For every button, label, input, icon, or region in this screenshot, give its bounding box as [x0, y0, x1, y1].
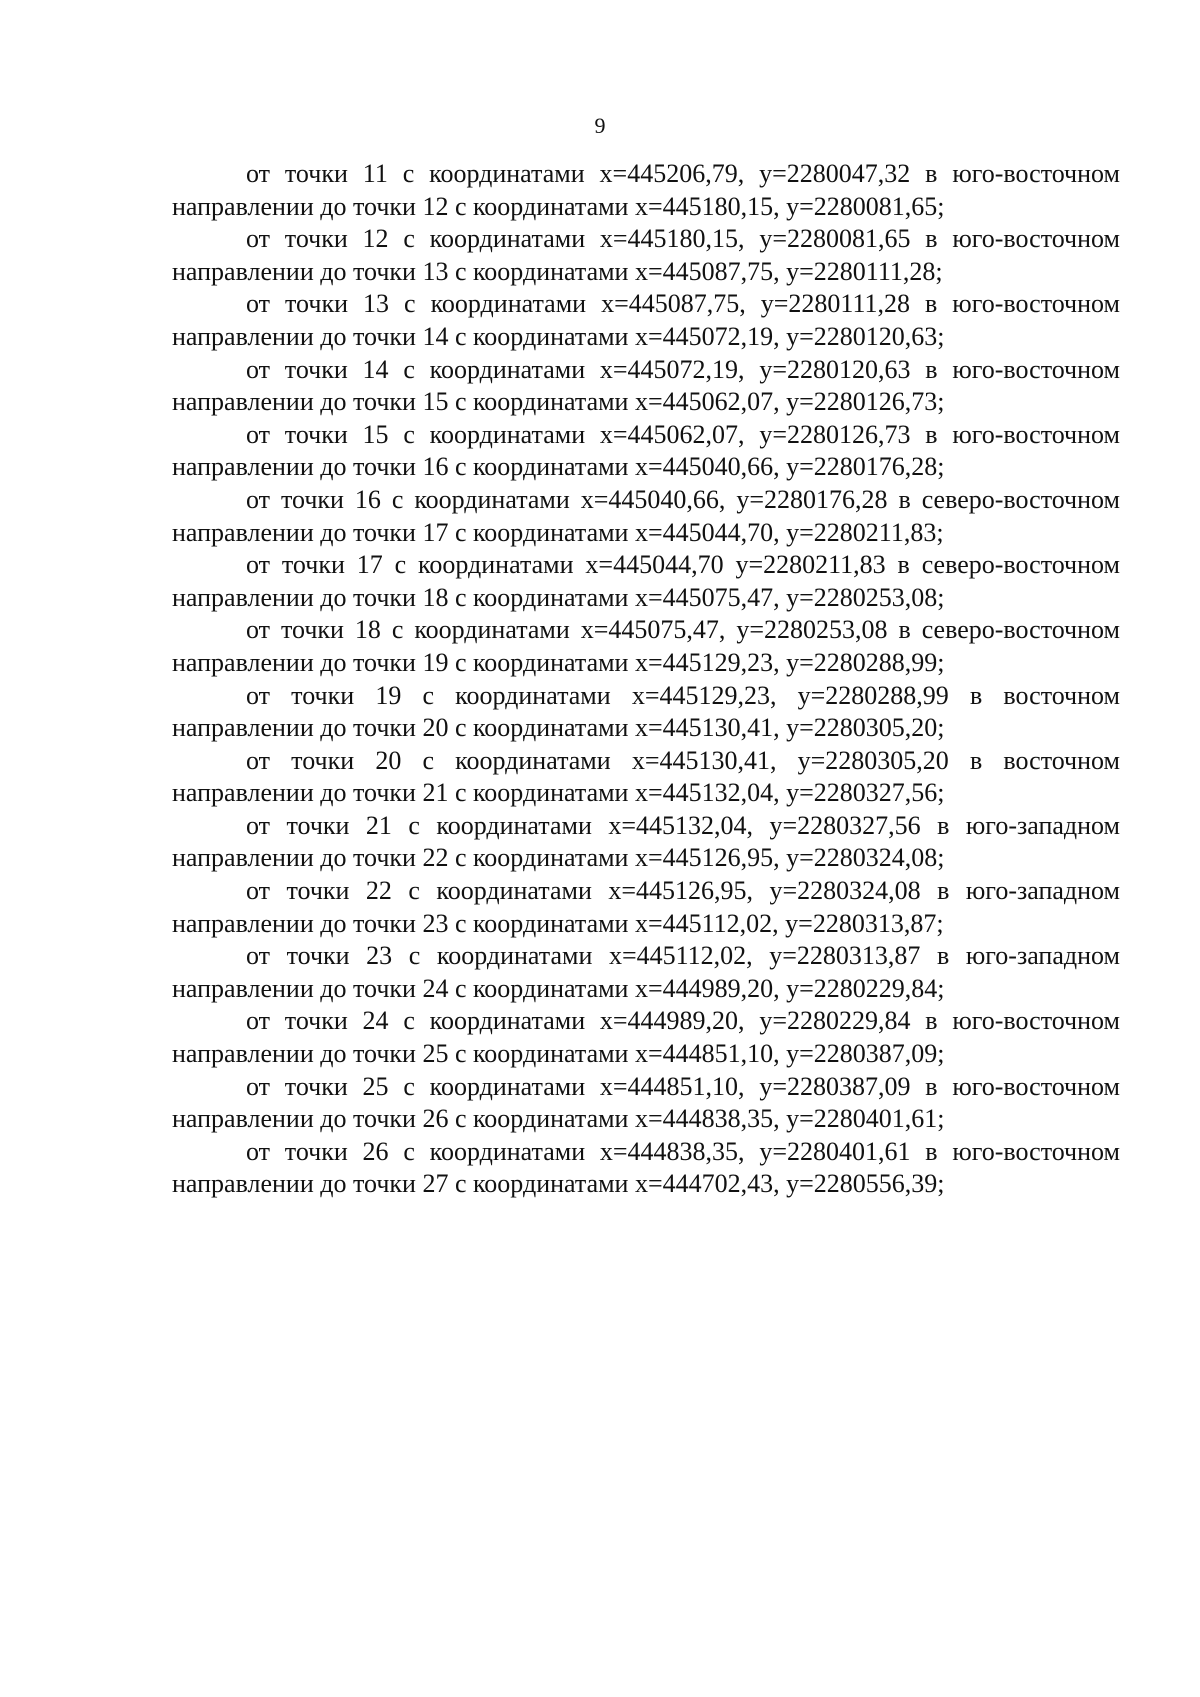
coordinate-paragraph: от точки 26 с координатами х=444838,35, у=2280401,61 в юго-восточном направлении до точки 27 с координатами х=444702,43, у=2280556,39;: [172, 1136, 1120, 1199]
coordinate-paragraph: от точки 22 с координатами х=445126,95, у=2280324,08 в юго-западном направлении до точки 23 с координатами х=445112,02, у=2280313,87;: [172, 876, 1120, 938]
coordinate-paragraph: от точки 18 с координатами х=445075,47, у=2280253,08 в северо-восточном направлении до точки 19 с координатами х=445129,23, у=2280288,99;: [172, 615, 1120, 677]
coordinate-paragraph: от точки 17 с координатами х=445044,70 у=2280211,83 в северо-восточном направлении до точки 18 с координатами х=445075,47, у=2280253,08;: [172, 550, 1120, 612]
coordinate-paragraph: от точки 11 с координатами х=445206,79, у=2280047,32 в юго-восточном направлении до точки 12 с координатами х=445180,15, у=2280081,65;: [172, 159, 1120, 221]
document-body: [172, 158, 1120, 1201]
coordinate-paragraph: от точки 14 с координатами х=445072,19, у=2280120,63 в юго-восточном направлении до точки 15 с координатами х=445062,07, у=2280126,73;: [172, 354, 1120, 417]
coordinate-paragraph: от точки 24 с координатами х=444989,20, у=2280229,84 в юго-восточном направлении до точки 25 с координатами х=444851,10, у=2280387,09;: [172, 1006, 1120, 1069]
coordinate-paragraph: от точки 16 с координатами х=445040,66, у=2280176,28 в северо-восточном направлении до точки 17 с координатами х=445044,70, у=2280211,83;: [172, 484, 1120, 547]
page-number: 9: [594, 113, 606, 138]
coordinate-paragraph: от точки 19 с координатами х=445129,23, у=2280288,99 в восточном направлении до точки 20 с координатами х=445130,41, у=2280305,20;: [172, 680, 1120, 743]
coordinate-paragraph: от точки 23 с координатами х=445112,02, у=2280313,87 в юго-западном направлении до точки 24 с координатами х=444989,20, у=2280229,84;: [172, 941, 1120, 1003]
coordinate-paragraph: от точки 15 с координатами х=445062,07, у=2280126,73 в юго-восточном направлении до точки 16 с координатами х=445040,66, у=2280176,28;: [172, 419, 1120, 482]
coordinate-paragraph: от точки 13 с координатами х=445087,75, у=2280111,28 в юго-восточном направлении до точки 14 с координатами х=445072,19, у=2280120,63;: [172, 289, 1120, 351]
coordinate-paragraph: от точки 25 с координатами х=444851,10, у=2280387,09 в юго-восточном направлении до точки 26 с координатами х=444838,35, у=2280401,61;: [172, 1071, 1120, 1134]
coordinate-paragraph: от точки 21 с координатами х=445132,04, у=2280327,56 в юго-западном направлении до точки 22 с координатами х=445126,95, у=2280324,08;: [172, 810, 1120, 873]
coordinate-paragraph: от точки 12 с координатами х=445180,15, у=2280081,65 в юго-восточном направлении до точки 13 с координатами х=445087,75, у=2280111,28;: [172, 224, 1120, 286]
coordinate-paragraph: от точки 20 с координатами х=445130,41, у=2280305,20 в восточном направлении до точки 21 с координатами х=445132,04, у=2280327,56;: [172, 745, 1120, 808]
